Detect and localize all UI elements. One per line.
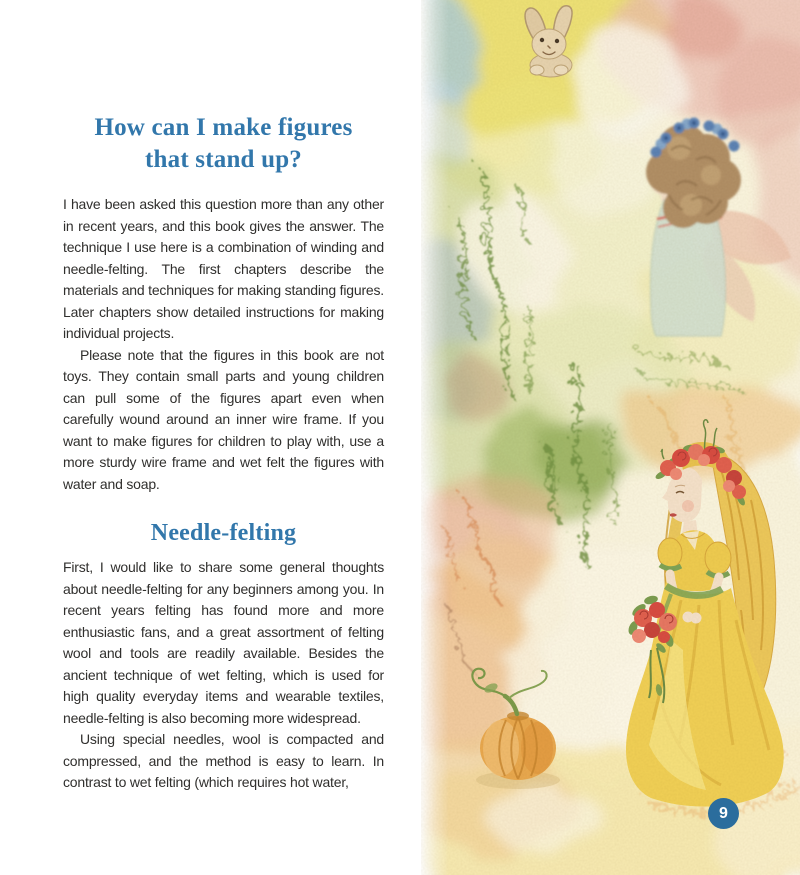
- body-paragraph-intro: I have been asked this question more than any other in recent years, and this book gives the answer. The technique I use here is a combination of winding and needle-felting. The first chapters describe the materials and techniques for making standing figures. Later chapters show detailed instructions for making individual projects.: [63, 196, 384, 341]
- text-column: [63, 112, 384, 794]
- watercolor-illustration: [421, 0, 800, 875]
- page-number: 9: [719, 804, 728, 822]
- body-paragraph-needle-felting: First, I would like to share some general thoughts about needle-felting for any beginners among you. In recent years felting has found more and more enthusiastic fans, and a great assortment of felting wool and tools are readily available. Besides the ancient technique of wet felting, which is used for high quality everyday items and wearable textiles, needle-felting is also becoming more widespread.: [63, 559, 384, 726]
- section-heading: Needle-felting: [150, 520, 297, 546]
- page-title-line1: How can I make figures: [94, 114, 353, 141]
- body-paragraph-safety-note: Please note that the figures in this book are not toys. They contain small parts and young children can pull some of the figures apart even when carefully wound around an inner wire frame. If you want to make figures for children to play with, use a more sturdy wire frame and wet felt the figures with water and soap.: [63, 346, 384, 492]
- page-number-badge: [708, 798, 739, 829]
- page-title: [63, 112, 384, 176]
- body-paragraph-needles: Using special needles, wool is compacted and compressed, and the method is easy to learn. In contrast to wet felting (which requires hot water,: [63, 731, 384, 790]
- page-title-line2: that stand up?: [144, 146, 303, 173]
